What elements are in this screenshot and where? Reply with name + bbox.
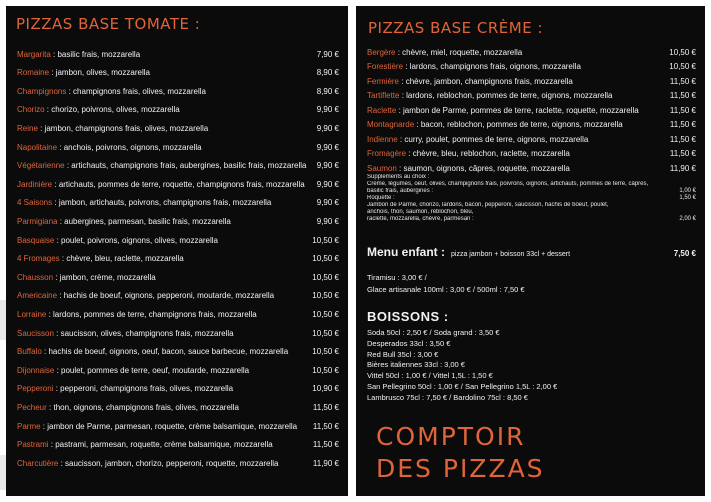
separator: : xyxy=(46,402,54,412)
supplement-text: Crème, légumes, oeuf, olives, champignons frais, poivrons, oignons, artichauts, pommes de terre, câpres, xyxy=(367,181,649,187)
menu-item-description: curry, poulet, pommes de terre, oignons, mozzarella xyxy=(404,134,589,144)
menu-item-price: 11,50 € xyxy=(669,120,696,129)
menu-item-description: thon, oignons, champignons frais, olives, mozzarella xyxy=(53,402,239,412)
separator: : xyxy=(57,291,64,301)
menu-panel-tomate xyxy=(6,6,348,496)
boisson-line: Soda 50cl : 2,50 € / Soda grand : 3,50 € xyxy=(367,328,500,337)
menu-item-description: jambon, artichauts, poivrons, champignons frais, mozzarella xyxy=(58,198,272,208)
boisson-line: Lambrusco 75cl : 7,50 € / Bardolino 75cl : 8,50 € xyxy=(367,392,528,402)
boisson-line: Desperados 33cl : 3,50 € xyxy=(367,338,451,348)
menu-item-name: Napolitaine xyxy=(17,142,58,152)
menu-item-description: jambon, olives, mozzarella xyxy=(55,68,150,78)
separator: : xyxy=(403,62,410,71)
menu-item-name: Pepperoni xyxy=(17,384,54,394)
separator: : xyxy=(54,235,62,245)
menu-item-price: 10,50 € xyxy=(312,347,339,357)
menu-item-row xyxy=(17,399,339,415)
menu-item-price: 10,50 € xyxy=(312,254,339,264)
dessert-line: Glace artisanale 100ml : 3,00 € / 500ml : 7,50 € xyxy=(367,285,525,294)
menu-item-description: basilic frais, mozzarella xyxy=(57,49,141,59)
menu-item-name: Basquaise xyxy=(17,235,55,245)
menu-item-text xyxy=(17,273,309,282)
menu-item-description: anchois, poivrons, oignons, mozzarella xyxy=(63,142,202,152)
separator: : xyxy=(49,68,56,78)
separator: : xyxy=(44,105,52,115)
separator: : xyxy=(406,149,413,158)
menu-item-name: Chausson xyxy=(17,272,54,282)
menu-item-description: bacon, reblochon, pommes de terre, oignons, mozzarella xyxy=(420,120,623,129)
menu-item-description: aubergines, parmesan, basilic frais, mozzarella xyxy=(64,216,231,226)
menu-item-name: Pastrami xyxy=(17,440,49,450)
menu-item-price: 11,50 € xyxy=(669,105,696,115)
separator: : xyxy=(399,76,406,86)
supplement-text: anchois, thon, saumon, reblochon, bleu, xyxy=(367,209,474,215)
menu-item-name: Parmigiana xyxy=(17,216,58,226)
boisson-line: Red Bull 35cl : 3,00 € xyxy=(367,349,439,359)
menu-item-price: 10,50 € xyxy=(312,328,339,338)
separator: : xyxy=(66,86,74,96)
menu-item-row xyxy=(17,176,339,192)
menu-item-text xyxy=(17,87,309,96)
menu-item-price: 8,90 € xyxy=(316,86,339,96)
menu-item-description: pastrami, parmesan, roquette, crème balsamique, mozzarella xyxy=(55,440,273,450)
menu-item-row xyxy=(17,455,339,471)
menu-item-text xyxy=(17,384,309,393)
supplement-line xyxy=(367,174,696,181)
menu-item-price: 10,50 € xyxy=(312,291,339,301)
separator: : xyxy=(52,179,59,189)
menu-item-text xyxy=(367,77,666,86)
menu-item-name: Saucisson xyxy=(17,328,54,338)
menu-item-text xyxy=(17,143,309,152)
menu-item-name: Americaine xyxy=(17,291,58,301)
supplement-price xyxy=(666,209,696,216)
logo-line-2: DES PIZZAS xyxy=(376,454,545,483)
menu-item-name: Végétarienne xyxy=(17,161,65,171)
menu-item-text xyxy=(17,422,309,431)
logo-line-1: COMPTOIR xyxy=(376,422,526,451)
menu-item-price: 9,90 € xyxy=(316,123,339,133)
menu-item-name: Tartiflette xyxy=(367,91,400,100)
separator: : xyxy=(395,47,403,57)
boisson-line: Bières italiennes 33cl : 3,00 € xyxy=(367,360,465,370)
menu-item-text xyxy=(17,161,309,170)
supplement-text: raclette, mozzarella, chèvre, parmesan : xyxy=(367,216,474,222)
menu-item-text xyxy=(17,198,309,207)
menu-item-row xyxy=(17,437,339,453)
separator: : xyxy=(396,163,404,173)
menu-item-name: Champignons xyxy=(17,86,67,96)
menu-item-text xyxy=(17,291,309,300)
separator: : xyxy=(53,272,60,282)
menu-item-text xyxy=(17,50,309,59)
menu-item-name: Forestière xyxy=(367,62,404,71)
menu-item-name: Jardinière xyxy=(17,179,53,189)
supplement-line xyxy=(367,188,696,195)
menu-item-text xyxy=(17,366,309,375)
menu-item-text xyxy=(367,91,666,100)
menu-item-text xyxy=(17,68,309,77)
menu-item-text xyxy=(17,329,309,338)
menu-item-description: champignons frais, olives, mozzarella xyxy=(73,86,206,96)
menu-item-description: chorizo, poivrons, olives, mozzarella xyxy=(51,105,180,115)
separator: : xyxy=(41,347,49,357)
menu-enfant-desc: pizza jambon + boisson 33cl + dessert xyxy=(451,251,571,258)
section-title-creme: PIZZAS BASE CRÈME : xyxy=(368,19,544,37)
separator: : xyxy=(59,254,67,264)
menu-item-text xyxy=(17,403,309,412)
separator: : xyxy=(52,198,59,208)
menu-item-description: saumon, oignons, câpres, roquette, mozzarella xyxy=(403,163,570,173)
supplement-price: 1,00 € xyxy=(679,188,696,194)
menu-item-text xyxy=(17,254,309,263)
menu-item-name: Indienne xyxy=(367,134,398,144)
boisson-line: San Pellegrino 50cl : 1,00 € / San Pellegrino 1,5L : 2,00 € xyxy=(367,382,558,391)
menu-item-description: hachis de boeuf, oignons, pepperoni, moutarde, mozzarella xyxy=(63,291,275,301)
menu-item-description: saucisson, olives, champignons frais, mozzarella xyxy=(60,328,234,338)
menu-item-name: Saumon xyxy=(367,163,397,173)
separator: : xyxy=(57,216,65,226)
menu-item-price: 9,90 € xyxy=(316,161,339,171)
menu-item-text xyxy=(17,217,309,226)
menu-item-price: 9,90 € xyxy=(316,142,339,152)
menu-item-description: poulet, pommes de terre, oeuf, moutarde, mozzarella xyxy=(61,365,250,375)
menu-item-price: 11,50 € xyxy=(312,421,339,431)
menu-enfant-price: 7,50 € xyxy=(673,249,696,258)
menu-item-text xyxy=(367,62,666,71)
menu-item-price: 11,50 € xyxy=(669,91,696,100)
menu-item-price: 11,50 € xyxy=(669,76,696,86)
menu-item-name: Margarita xyxy=(17,49,51,59)
menu-item-name: Lorraine xyxy=(17,309,47,319)
menu-item-description: chèvre, bleu, raclette, mozzarella xyxy=(66,254,184,264)
menu-panel-creme xyxy=(356,6,705,496)
menu-item-name: Pecheur xyxy=(17,402,47,412)
menu-item-name: Montagnarde xyxy=(367,120,415,129)
supplement-price xyxy=(666,174,696,181)
menu-item-price: 11,50 € xyxy=(669,134,696,144)
menu-item-row xyxy=(17,362,339,378)
menu-item-row xyxy=(17,46,339,62)
menu-item-name: Fromagère xyxy=(367,149,407,158)
menu-item-price: 10,50 € xyxy=(669,62,696,71)
menu-item-row xyxy=(17,102,339,118)
supplement-price xyxy=(666,202,696,209)
menu-item-row xyxy=(17,120,339,136)
menu-item-text xyxy=(367,149,666,158)
menu-item-price: 11,90 € xyxy=(669,163,696,173)
menu-item-description: chèvre, bleu, reblochon, raclette, mozzarella xyxy=(412,149,570,158)
supplement-line xyxy=(367,202,696,209)
menu-item-price: 10,50 € xyxy=(312,309,339,319)
menu-item-row xyxy=(17,158,339,174)
menu-item-row xyxy=(17,418,339,434)
menu-item-name: 4 Fromages xyxy=(17,254,60,264)
menu-item-description: lardons, reblochon, pommes de terre, oignons, mozzarella xyxy=(406,91,613,100)
supplement-price: 1,50 € xyxy=(679,195,696,201)
separator: : xyxy=(64,161,72,171)
supplement-price: 2,00 € xyxy=(679,216,696,222)
menu-item-text xyxy=(367,135,666,144)
separator: : xyxy=(50,49,58,59)
menu-item-name: Chorizo xyxy=(17,105,45,115)
menu-item-description: chèvre, jambon, champignons frais, mozzarella xyxy=(405,76,573,86)
menu-item-price: 10,50 € xyxy=(669,47,696,57)
supplement-line xyxy=(367,195,696,202)
menu-item-price: 10,50 € xyxy=(312,235,339,245)
supplement-line xyxy=(367,181,696,188)
menu-item-name: Reine xyxy=(17,123,38,133)
menu-item-name: Dijonnaise xyxy=(17,365,55,375)
menu-item-name: Raclette xyxy=(367,105,397,115)
menu-item-name: Fermière xyxy=(367,76,400,86)
boisson-line: Vittel 50cl : 1,00 € / Vittel 1,5L : 1,50 € xyxy=(367,371,493,381)
menu-item-text xyxy=(17,180,309,189)
menu-item-price: 9,90 € xyxy=(316,198,339,208)
menu-item-row xyxy=(17,139,339,155)
menu-item-row xyxy=(17,288,339,304)
menu-item-row xyxy=(17,306,339,322)
separator: : xyxy=(53,384,61,394)
menu-item-price: 11,50 € xyxy=(669,149,696,158)
separator: : xyxy=(48,440,56,450)
menu-item-description: jambon de Parme, parmesan, roquette, crème balsamique, mozzarella xyxy=(47,421,298,431)
menu-item-description: poulet, poivrons, oignons, olives, mozzarella xyxy=(61,235,219,245)
dessert-line: Tiramisu : 3,00 € / xyxy=(367,273,427,282)
separator: : xyxy=(58,458,66,468)
menu-item-text xyxy=(367,48,666,57)
supplement-line xyxy=(367,209,696,216)
supplement-text: basilic frais, aubergines : xyxy=(367,188,434,194)
menu-item-price: 10,50 € xyxy=(312,365,339,375)
menu-item-row xyxy=(17,83,339,99)
menu-item-text xyxy=(17,105,309,114)
menu-item-price: 9,90 € xyxy=(316,105,339,115)
menu-item-description: jambon de Parme, pommes de terre, raclette, roquette, mozzarella xyxy=(403,105,639,115)
menu-item-text xyxy=(17,459,309,468)
menu-item-row xyxy=(17,213,339,229)
menu-item-price: 11,50 € xyxy=(312,402,339,412)
menu-item-row xyxy=(17,251,339,267)
supplement-price xyxy=(666,181,696,188)
supplement-text: Roquette : xyxy=(367,195,395,201)
supplement-line xyxy=(367,216,696,223)
menu-item-description: artichauts, pommes de terre, roquette, champignons frais, mozzarella xyxy=(58,179,305,189)
menu-item-row xyxy=(17,65,339,81)
menu-item-text xyxy=(17,236,309,245)
menu-item-text xyxy=(17,440,309,449)
menu-item-name: Charcutière xyxy=(17,458,59,468)
menu-item-description: pepperoni, champignons frais, olives, mozzarella xyxy=(60,384,234,394)
menu-item-row xyxy=(17,269,339,285)
menu-item-row xyxy=(17,344,339,360)
menu-item-text xyxy=(17,124,309,133)
separator: : xyxy=(40,421,48,431)
separator: : xyxy=(37,123,45,133)
supplement-text: Supplements au choix : xyxy=(367,174,430,180)
separator: : xyxy=(396,105,404,115)
menu-item-price: 8,90 € xyxy=(316,68,339,78)
menu-item-price: 9,90 € xyxy=(316,216,339,226)
separator: : xyxy=(397,134,405,144)
menu-item-row xyxy=(17,381,339,397)
menu-item-name: Parme xyxy=(17,421,41,431)
menu-item-description: lardons, champignons frais, oignons, mozzarella xyxy=(409,62,581,71)
boissons-title: BOISSONS : xyxy=(367,309,449,324)
menu-item-row xyxy=(17,195,339,211)
menu-item-text xyxy=(17,310,309,319)
separator: : xyxy=(53,328,61,338)
menu-item-description: hachis de boeuf, oignons, oeuf, bacon, sauce barbecue, mozzarella xyxy=(48,347,289,357)
menu-item-name: Romaine xyxy=(17,68,50,78)
menu-item-description: saucisson, jambon, chorizo, pepperoni, roquette, mozzarella xyxy=(65,458,279,468)
menu-item-name: Bergère xyxy=(367,47,396,57)
menu-item-name: 4 Saisons xyxy=(17,198,53,208)
menu-item-description: artichauts, champignons frais, aubergines, basilic frais, mozzarella xyxy=(71,161,307,171)
separator: : xyxy=(54,365,62,375)
section-title-tomate: PIZZAS BASE TOMATE : xyxy=(16,15,201,33)
menu-item-price: 7,90 € xyxy=(316,49,339,59)
menu-item-text xyxy=(367,164,666,173)
supplement-text: Jambon de Parme, chorizo, lardons, bacon, pepperoni, saucisson, hachis de boeuf, poulet, xyxy=(367,202,609,208)
menu-item-text xyxy=(367,120,666,129)
menu-item-description: chèvre, miel, roquette, mozzarella xyxy=(402,47,523,57)
menu-item-description: jambon, champignons frais, olives, mozzarella xyxy=(44,123,209,133)
menu-enfant-label: Menu enfant : xyxy=(367,245,445,259)
menu-item-price: 10,50 € xyxy=(312,272,339,282)
menu-item-row xyxy=(17,232,339,248)
menu-enfant xyxy=(367,245,696,259)
menu-item-name: Buffalo xyxy=(17,347,42,357)
supplements-block xyxy=(367,174,696,223)
separator: : xyxy=(57,142,64,152)
menu-item-row xyxy=(17,325,339,341)
separator: : xyxy=(46,309,54,319)
menu-item-price: 10,90 € xyxy=(312,384,339,394)
menu-item-price: 11,50 € xyxy=(312,440,339,450)
menu-item-text xyxy=(17,347,309,356)
menu-item-description: lardons, pommes de terre, champignons frais, mozzarella xyxy=(53,309,257,319)
separator: : xyxy=(414,120,421,129)
separator: : xyxy=(399,91,407,100)
menu-item-price: 9,90 € xyxy=(316,179,339,189)
menu-item-description: jambon, crème, mozzarella xyxy=(59,272,156,282)
menu-item-text xyxy=(367,106,666,115)
menu-item-price: 11,90 € xyxy=(312,458,339,468)
